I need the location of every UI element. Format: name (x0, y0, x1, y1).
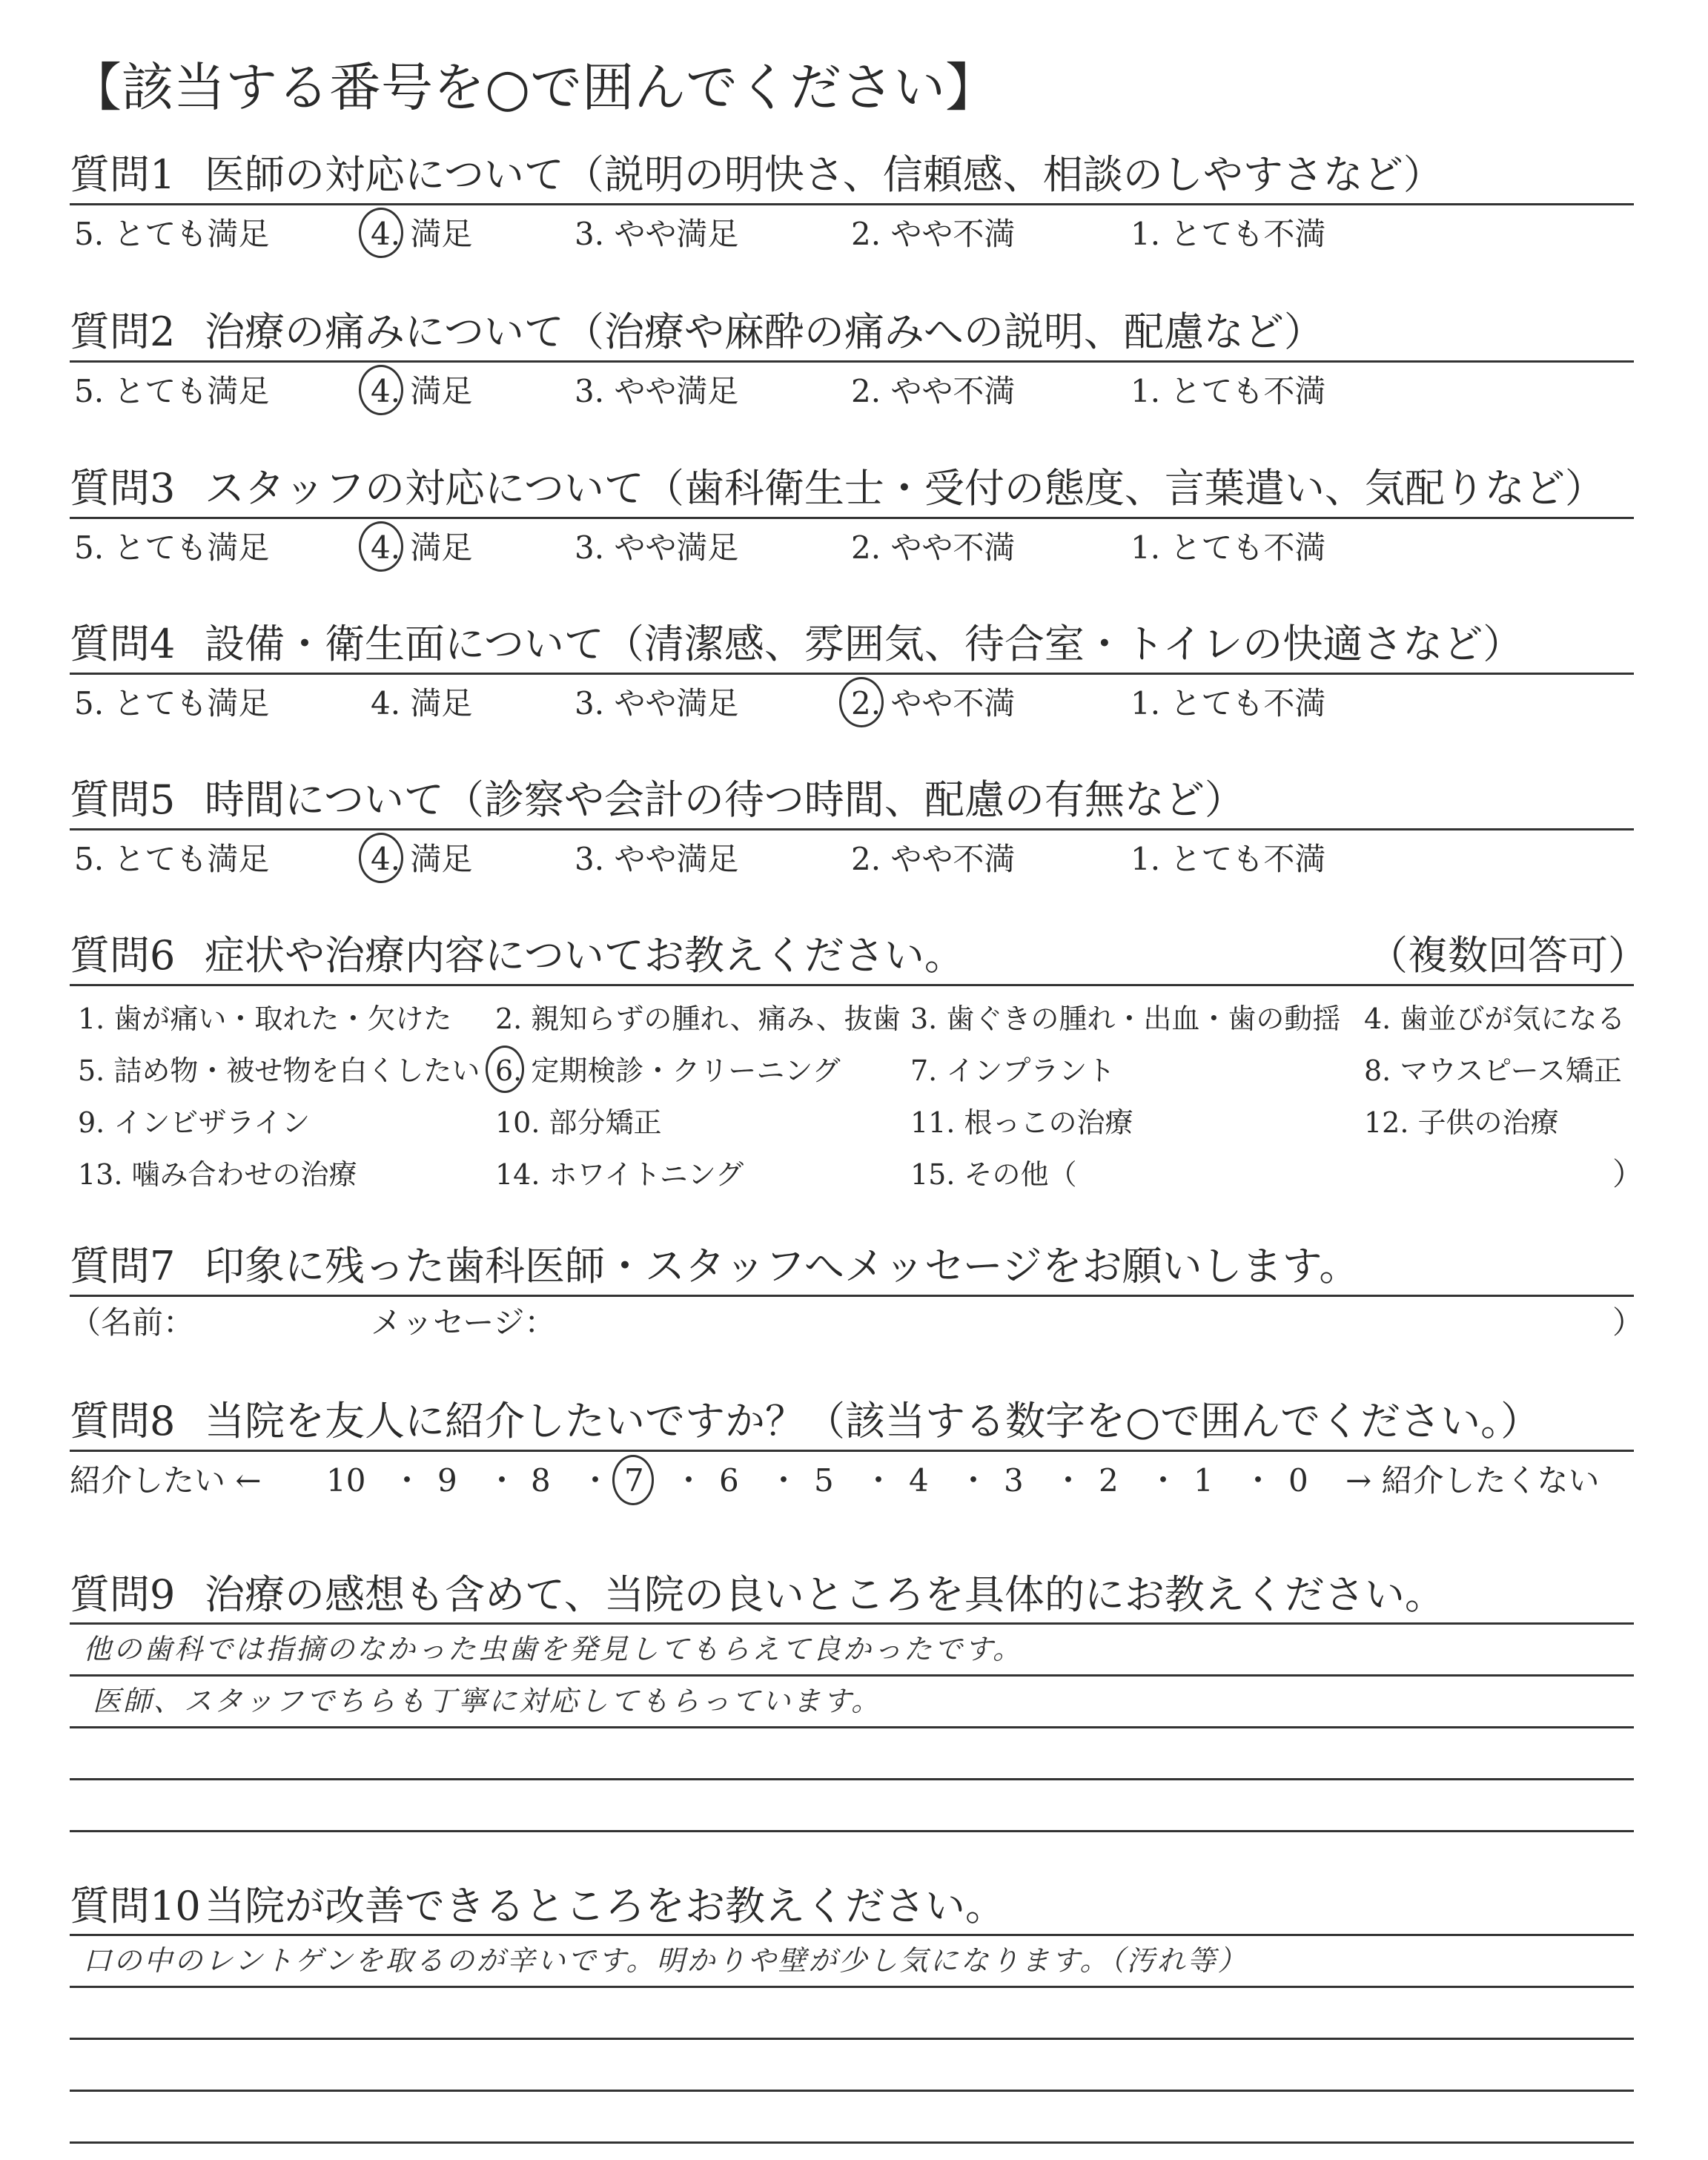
q1-option-1[interactable]: 1. とても不満 (1131, 216, 1326, 252)
message-label: メッセージ： (371, 1304, 556, 1341)
scale-5[interactable]: 5 (814, 1462, 834, 1499)
q1-option-4[interactable]: 4. 満足 (371, 216, 473, 252)
q6-item-4[interactable]: 4. 歯並びが気になる (1364, 1003, 1626, 1035)
scale-separator: ・ (1242, 1462, 1274, 1499)
q5-option-5[interactable]: 5. とても満足 (74, 841, 270, 877)
q6-item-13[interactable]: 13. 噛み合わせの治療 (78, 1158, 357, 1191)
q6-item-7[interactable]: 7. インプラント (910, 1054, 1116, 1087)
question-number: 質問4 (70, 621, 176, 667)
scale-separator: ・ (1053, 1462, 1085, 1499)
answer-line (70, 2090, 1634, 2092)
q3-option-4[interactable]: 4. 満足 (371, 529, 473, 566)
q4-option-3[interactable]: 3. やや満足 (575, 685, 739, 721)
handwritten-answer: 口の中のレントゲンを取るのが辛いです。明かりや壁が少し気になります。（汚れ等） (83, 1944, 1248, 1977)
question-2-heading (70, 309, 1324, 355)
q6-item-9[interactable]: 9. インビザライン (78, 1106, 311, 1139)
scale-separator: ・ (1148, 1462, 1179, 1499)
recommend-left-label: 紹介したい ← (70, 1462, 262, 1499)
handwritten-answer: 他の歯科では指摘のなかった虫歯を発見してもらえて良かったです。 (83, 1633, 1023, 1665)
scale-6[interactable]: 6 (719, 1462, 739, 1499)
question-7-heading (70, 1244, 1359, 1289)
question-10-heading (70, 1883, 1005, 1929)
q4-option-2[interactable]: 2. やや不満 (851, 685, 1016, 721)
question-text: 治療の痛みについて（治療や麻酔の痛みへの説明、配慮など） (205, 308, 1324, 355)
question-text: 当院を友人に紹介したいですか？（該当する数字を○で囲んでください。） (205, 1398, 1541, 1444)
scale-separator: ・ (580, 1462, 612, 1499)
scale-9[interactable]: 9 (437, 1462, 457, 1499)
message-close-paren: ） (1612, 1304, 1644, 1341)
answer-line (70, 1830, 1634, 1832)
question-number: 質問9 (70, 1571, 176, 1618)
question-number: 質問5 (70, 776, 176, 823)
scale-separator: ・ (673, 1462, 705, 1499)
answer-line (70, 2141, 1634, 2144)
scale-7[interactable]: 7 (624, 1462, 644, 1499)
divider (70, 203, 1634, 205)
question-text: 症状や治療内容についてお教えください。 (205, 932, 964, 979)
question-3-heading (70, 466, 1605, 512)
q2-option-3[interactable]: 3. やや満足 (575, 373, 739, 409)
question-number: 質問3 (70, 465, 176, 512)
handwritten-answer: 医師、スタッフでちらも丁寧に対応してもらっています。 (93, 1685, 882, 1717)
answer-line (70, 1986, 1634, 1988)
q5-option-4[interactable]: 4. 満足 (371, 841, 473, 877)
question-6-heading (70, 933, 964, 979)
question-text: 時間について（診察や会計の待つ時間、配慮の有無など） (205, 776, 1245, 823)
q3-option-3[interactable]: 3. やや満足 (575, 529, 739, 566)
scale-separator: ・ (768, 1462, 800, 1499)
q4-option-4[interactable]: 4. 満足 (371, 685, 473, 721)
scale-4[interactable]: 4 (909, 1462, 929, 1499)
q2-option-1[interactable]: 1. とても不満 (1131, 373, 1326, 409)
question-text: 医師の対応について（説明の明快さ、信頼感、相談のしやすさなど） (205, 151, 1443, 198)
divider (70, 360, 1634, 363)
divider (70, 984, 1634, 986)
q6-item-2[interactable]: 2. 親知らずの腫れ、痛み、抜歯 (495, 1003, 901, 1035)
question-text: スタッフの対応について（歯科衛生士・受付の態度、言葉遣い、気配りなど） (205, 465, 1605, 512)
answer-line (70, 1674, 1634, 1677)
q1-option-3[interactable]: 3. やや満足 (575, 216, 739, 252)
q1-option-2[interactable]: 2. やや不満 (851, 216, 1016, 252)
question-number: 質問1 (70, 151, 176, 198)
q6-item-5[interactable]: 5. 詰め物・被せ物を白くしたい (78, 1054, 480, 1087)
q6-item-12[interactable]: 12. 子供の治療 (1364, 1106, 1559, 1139)
q4-option-5[interactable]: 5. とても満足 (74, 685, 270, 721)
scale-0[interactable]: 0 (1288, 1462, 1308, 1499)
q6-item-1[interactable]: 1. 歯が痛い・取れた・欠けた (78, 1003, 452, 1035)
q5-option-2[interactable]: 2. やや不満 (851, 841, 1016, 877)
form-title: 【該当する番号を○で囲んでください】 (70, 57, 998, 118)
divider (70, 1295, 1634, 1297)
question-number: 質問10 (70, 1883, 201, 1929)
divider (70, 517, 1634, 519)
question-8-heading (70, 1398, 1540, 1444)
q2-option-5[interactable]: 5. とても満足 (74, 373, 270, 409)
question-9-heading (70, 1572, 1445, 1618)
q3-option-1[interactable]: 1. とても不満 (1131, 529, 1326, 566)
question-text: 治療の感想も含めて、当院の良いところを具体的にお教えください。 (205, 1571, 1445, 1618)
q2-option-2[interactable]: 2. やや不満 (851, 373, 1016, 409)
q6-item-3[interactable]: 3. 歯ぐきの腫れ・出血・歯の動揺 (910, 1003, 1341, 1035)
question-text: 設備・衛生面について（清潔感、雰囲気、待合室・トイレの快適さなど） (205, 621, 1523, 667)
q6-item-15-other[interactable]: 15. その他（ (910, 1158, 1077, 1191)
answer-line (70, 1778, 1634, 1780)
question-5-heading (70, 777, 1245, 823)
q6-item-8[interactable]: 8. マウスピース矯正 (1364, 1054, 1622, 1087)
q5-option-3[interactable]: 3. やや満足 (575, 841, 739, 877)
divider (70, 1450, 1634, 1452)
q3-option-2[interactable]: 2. やや不満 (851, 529, 1016, 566)
scale-10[interactable]: 10 (326, 1462, 366, 1499)
answer-line (70, 2038, 1634, 2040)
q6-item-14[interactable]: 14. ホワイトニング (495, 1158, 744, 1191)
divider (70, 1934, 1634, 1936)
scale-separator: ・ (863, 1462, 895, 1499)
q4-option-1[interactable]: 1. とても不満 (1131, 685, 1326, 721)
q6-item-10[interactable]: 10. 部分矯正 (495, 1106, 662, 1139)
scale-separator: ・ (391, 1462, 423, 1499)
q6-item-6[interactable]: 6. 定期検診・クリーニング (495, 1054, 841, 1087)
recommend-right-label: → 紹介したくない (1345, 1462, 1600, 1499)
q3-option-5[interactable]: 5. とても満足 (74, 529, 270, 566)
q2-option-4[interactable]: 4. 満足 (371, 373, 473, 409)
q5-option-1[interactable]: 1. とても不満 (1131, 841, 1326, 877)
other-close-paren: ） (1612, 1156, 1644, 1192)
divider (70, 828, 1634, 830)
divider (70, 673, 1634, 675)
q1-option-5[interactable]: 5. とても満足 (74, 216, 270, 252)
question-1-heading (70, 152, 1443, 198)
question-number: 質問6 (70, 932, 176, 979)
scale-3[interactable]: 3 (1004, 1462, 1024, 1499)
divider (70, 1622, 1634, 1625)
name-label: （名前： (70, 1304, 195, 1341)
scale-2[interactable]: 2 (1099, 1462, 1119, 1499)
q6-item-11[interactable]: 11. 根っこの治療 (910, 1106, 1133, 1139)
answer-line (70, 1726, 1634, 1728)
question-text: 当院が改善できるところをお教えください。 (205, 1883, 1005, 1929)
question-text: 印象に残った歯科医師・スタッフへメッセージをお願いします。 (205, 1243, 1360, 1289)
scale-1[interactable]: 1 (1194, 1462, 1214, 1499)
question-number: 質問2 (70, 308, 176, 355)
question-number: 質問7 (70, 1243, 176, 1289)
question-4-heading (70, 621, 1523, 667)
scale-8[interactable]: 8 (531, 1462, 551, 1499)
multiple-answers-note: （複数回答可） (1368, 932, 1648, 979)
scale-separator: ・ (958, 1462, 990, 1499)
scale-separator: ・ (486, 1462, 518, 1499)
question-number: 質問8 (70, 1398, 176, 1444)
